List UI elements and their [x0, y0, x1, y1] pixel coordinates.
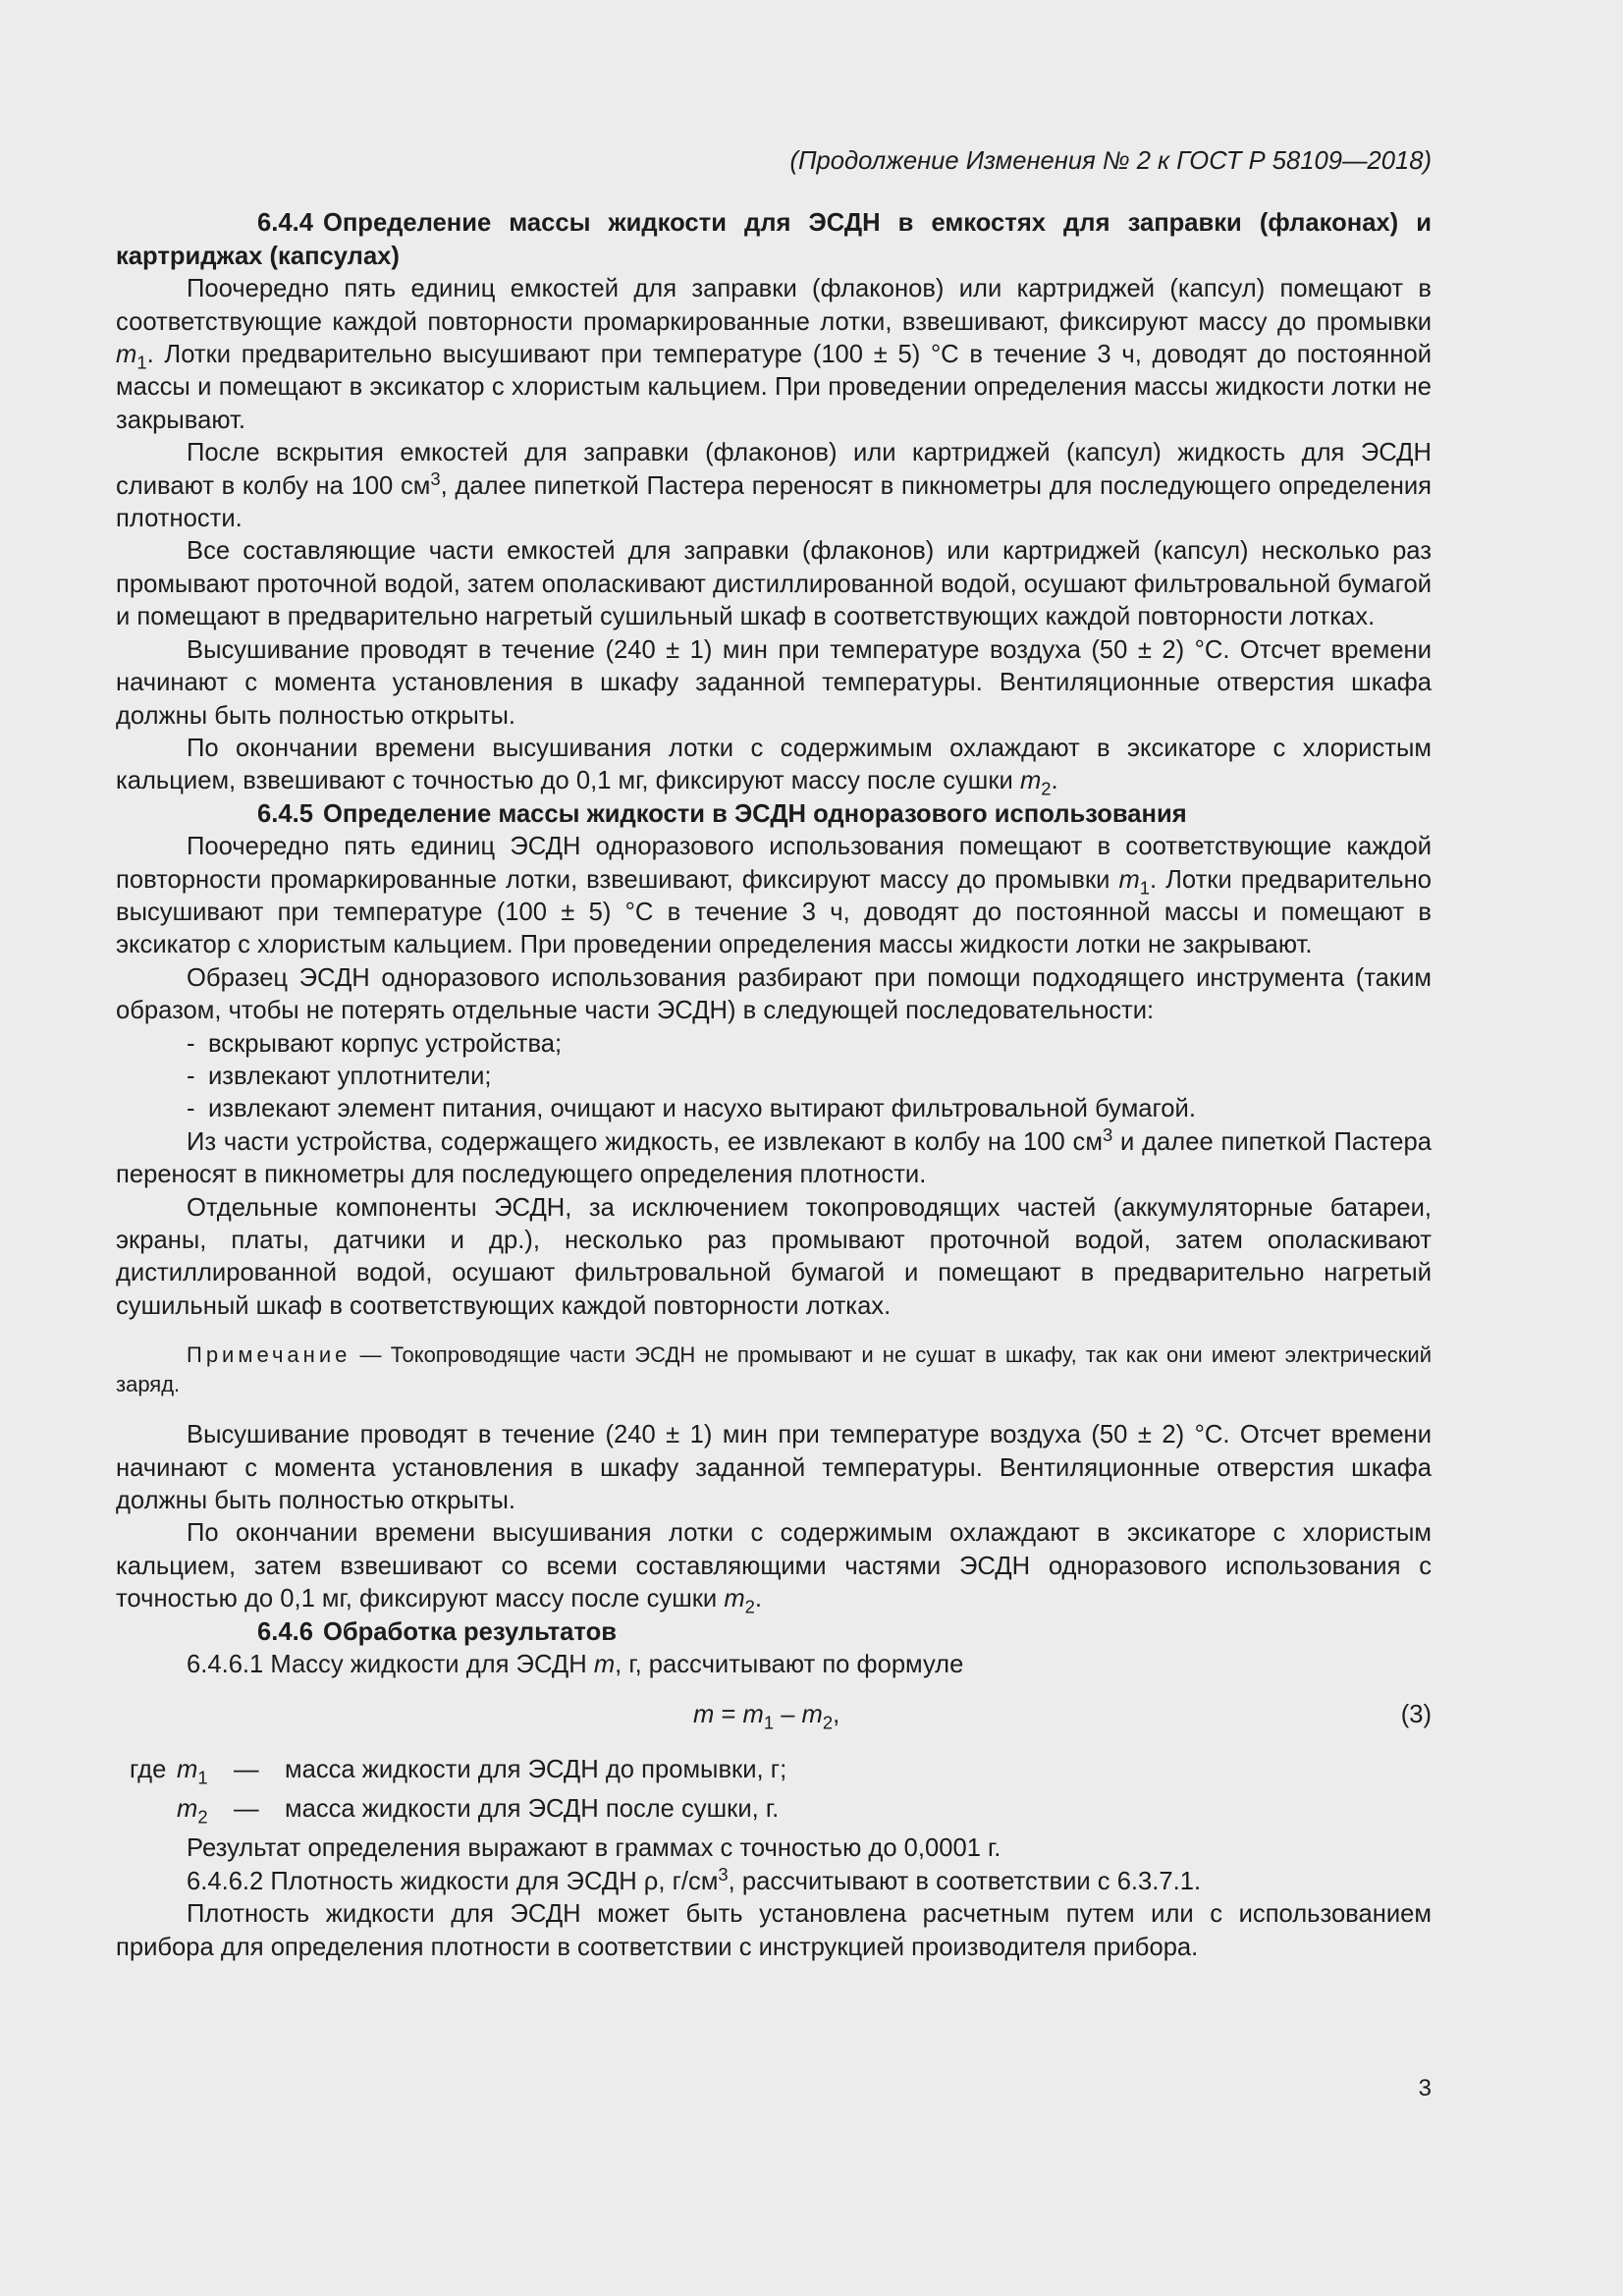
subscript: 2	[744, 1596, 755, 1617]
list-item-text: вскрывают корпус устройства;	[208, 1029, 563, 1058]
text: и далее пипеткой Пастера переносят в пикнометры для последующего определения плотности.	[116, 1127, 1433, 1189]
superscript: 3	[1102, 1123, 1113, 1145]
symbol-m: m	[724, 1585, 745, 1613]
symbol-m: m	[1019, 767, 1042, 795]
list-dash: -	[187, 1062, 195, 1090]
text: Поочередно пять единиц ЭСДН одноразового использования помещают в соответствующие каждой повторности промаркированные лотки, взвешивают, фиксируют массу до промывки	[116, 833, 1432, 894]
text: , далее пипеткой Пастера переносят в пикнометры для последующего определения плотности.	[116, 471, 1432, 533]
symbol-m: m	[1118, 865, 1140, 894]
text: По окончании времени высушивания лотки с содержимым охлаждают в эксикаторе с хлористым кальцием, взвешивают с точностью до 0,1 мг, фиксируют массу после сушки	[116, 734, 1432, 795]
paragraph	[116, 1863, 1432, 1898]
where-symbol: $m_2$	[177, 1795, 208, 1828]
list-dash: -	[187, 1029, 195, 1058]
list-item	[116, 1028, 1432, 1061]
note-label: Примечание	[187, 1342, 352, 1368]
subscript: 2	[1041, 778, 1052, 799]
formula-expression: $m = m_1 - m_2$,	[693, 1701, 840, 1733]
text: Из части устройства, содержащего жидкость, ее извлекают в колбу на 100 см	[187, 1127, 1103, 1156]
paragraph	[116, 1123, 1433, 1192]
paragraph: Результат определения выражают в граммах с точностью до 0,0001 г.	[187, 1834, 1001, 1863]
paragraph: Высушивание проводят в течение (240 ± 1) мин при температуре воздуха (50 ± 2) °С. Отсчет времени начинают с момента установления в шкафу заданной температуры. Вентиляционные отверстия шкафа должны быть полностью открыты.	[116, 635, 1432, 730]
note-text: — Токопроводящие части ЭСДН не промывают и не сушат в шкафу, так как они имеют электрический заряд.	[116, 1342, 1432, 1397]
formula-3	[116, 1699, 1432, 1732]
where-line-1	[116, 1754, 1432, 1793]
page-number: 3	[1418, 2075, 1432, 2102]
section-heading-6-4-4	[116, 207, 1432, 273]
formula-number: (3)	[1400, 1701, 1432, 1729]
paragraph	[116, 733, 1432, 798]
paragraph: Плотность жидкости для ЭСДН может быть установлена расчетным путем или с использованием прибора для определения плотности в соответствии с инструкцией производителя прибора.	[116, 1900, 1432, 1961]
subscript: 1	[1139, 876, 1151, 898]
text: . Лотки предварительно высушивают при температуре (100 ± 5) °С в течение 3 ч, доводят до постоянной массы и помещают в эксикатор с хлористым кальцием. При проведении определения массы жидкости лотки не закрывают.	[116, 341, 1432, 434]
text: После вскрытия емкостей для заправки (флаконов) или картриджей (капсул) жидкость для ЭСДН сливают в колбу на 100 см	[116, 439, 1432, 500]
where-line-2	[116, 1793, 1432, 1832]
list-item-text: извлекают уплотнители;	[208, 1062, 492, 1090]
where-text: масса жидкости для ЭСДН до промывки, г;	[285, 1756, 787, 1784]
superscript: 3	[718, 1863, 729, 1885]
where-symbol: $m_1$	[177, 1756, 208, 1788]
paragraph	[116, 273, 1432, 437]
text: , рассчитывают в соответствии с 6.3.7.1.	[728, 1867, 1202, 1895]
symbol-m: m	[116, 341, 137, 369]
where-label: где	[130, 1756, 167, 1784]
section-title: Обработка результатов	[322, 1617, 617, 1646]
text: По окончании времени высушивания лотки с содержимым охлаждают в эксикаторе с хлористым кальцием, затем взвешивают со всеми составляющими частями ЭСДН одноразового использования с точностью до 0,1 мг, фиксируют массу после сушки	[116, 1519, 1432, 1613]
text: 6.4.6.1 Массу жидкости для ЭСДН	[187, 1651, 594, 1679]
paragraph	[116, 1649, 1432, 1681]
where-dash: —	[234, 1795, 259, 1824]
paragraph	[116, 1517, 1432, 1615]
paragraph: Высушивание проводят в течение (240 ± 1) мин при температуре воздуха (50 ± 2) °С. Отсчет времени начинают с момента установления в шкафу заданной температуры. Вентиляционные отверстия шкафа должны быть полностью открыты.	[116, 1421, 1432, 1515]
paragraph: Образец ЭСДН одноразового использования разбирают при помощи подходящего инструмента (таким образом, чтобы не потерять отдельные части ЭСДН) в следующей последовательности:	[116, 963, 1432, 1025]
list-item-text: извлекают элемент питания, очищают и насухо вытирают фильтровальной бумагой.	[208, 1095, 1196, 1123]
paragraph	[116, 831, 1432, 962]
text: 6.4.6.2 Плотность жидкости для ЭСДН ρ, г/см	[187, 1867, 719, 1895]
section-heading-6-4-5	[116, 798, 1432, 831]
text: .	[1051, 767, 1058, 795]
symbol-m: m	[593, 1651, 616, 1679]
where-dash: —	[234, 1756, 259, 1784]
paragraph: Все составляющие части емкостей для заправки (флаконов) или картриджей (капсул) несколько раз промывают проточной водой, затем ополаскивают дистиллированной водой, осушают фильтровальной бумагой и помещают в предварительно нагретый сушильный шкаф в соответствующих каждой повторности лотках.	[116, 537, 1432, 631]
list-item	[116, 1061, 1432, 1093]
section-number: 6.4.4	[257, 209, 313, 238]
text: . Лотки предварительно высушивают при температуре (100 ± 5) °С в течение 3 ч, доводят до постоянной массы и помещают в эксикатор с хлористым кальцием. При проведении определения массы жидкости лотки не закрывают.	[116, 865, 1433, 959]
subscript: 1	[136, 352, 147, 373]
section-number: 6.4.5	[257, 799, 313, 828]
paragraph: Отдельные компоненты ЭСДН, за исключением токопроводящих частей (аккумуляторные батареи, экраны, платы, датчики и др.), несколько раз промывают проточной водой, затем ополаскивают дистиллированной водой, осушают фильтровальной бумагой и помещают в предварительно нагретый сушильный шкаф в соответствующих каждой повторности лотках.	[116, 1193, 1432, 1320]
text: , г, рассчитывают по формуле	[615, 1651, 964, 1679]
note	[116, 1340, 1432, 1399]
text: Поочередно пять единиц емкостей для заправки (флаконов) или картриджей (капсул) помещают в соответствующие каждой повторности промаркированные лотки, взвешивают, фиксируют массу до промывки	[116, 275, 1432, 336]
section-title: Определение массы жидкости для ЭСДН в емкостях для заправки (флаконах) и картриджах (капсулах)	[116, 209, 1432, 270]
running-header: (Продолжение Изменения № 2 к ГОСТ Р 58109—2018)	[789, 147, 1432, 175]
text: .	[754, 1585, 763, 1613]
section-number: 6.4.6	[257, 1617, 313, 1646]
paragraph	[116, 437, 1432, 535]
list-dash: -	[187, 1095, 195, 1123]
section-title: Определение массы жидкости в ЭСДН одноразового использования	[322, 799, 1187, 828]
where-text: масса жидкости для ЭСДН после сушки, г.	[285, 1795, 780, 1824]
list-item	[116, 1093, 1432, 1125]
section-heading-6-4-6	[116, 1616, 1432, 1649]
superscript: 3	[430, 467, 441, 489]
